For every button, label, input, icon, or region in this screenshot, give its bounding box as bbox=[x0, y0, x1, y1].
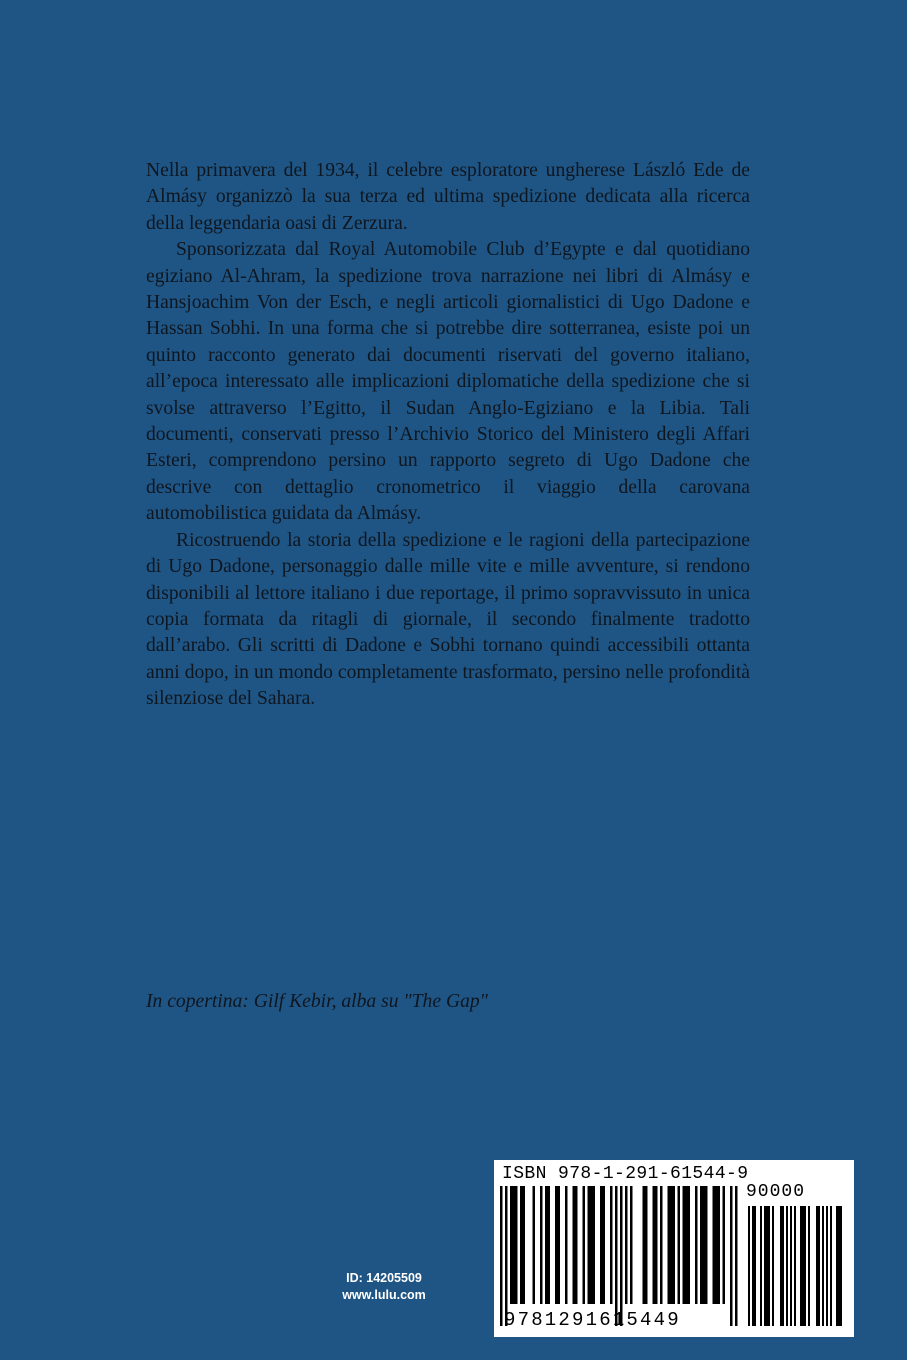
barcode-bar bbox=[700, 1186, 703, 1304]
barcode-bar bbox=[588, 1186, 591, 1304]
blurb-paragraph-2: Sponsorizzata dal Royal Automobile Club d’Egypte e dal quotidiano egiziano Al-Ahram, la spedizione trova narrazione nei libri di Almásy e Hansjoachim Von der Esch, e negli articoli giornalistici di Ugo Dadone e Hassan Sobhi. In una forma che si potrebbe dire sotterranea, esiste poi un quinto racconto generato dai documenti riservati del governo italiano, all’epoca interessato alle implicazioni diplomatiche della spedizione che si svolse attraverso l’Egitto, il Sudan Anglo-Egiziano e la Libia. Tali documenti, conservati presso l’Archivio Storico del Ministero degli Affari Esteri, comprendono persino un rapporto segreto di Ugo Dadone che descrive con dettaglio cronometrico il viaggio della carovana automobilistica guidata da Almásy. bbox=[146, 239, 750, 525]
publisher-url: www.lulu.com bbox=[342, 1288, 426, 1302]
price-barcode-bar bbox=[826, 1206, 828, 1326]
price-barcode-bar bbox=[764, 1206, 766, 1326]
price-barcode-bar bbox=[782, 1206, 784, 1326]
price-barcode-bar bbox=[822, 1206, 824, 1326]
blurb-paragraph-1: Nella primavera del 1934, il celebre esploratore ungherese László Ede de Almásy organizzò la sua terza ed ultima spedizione dedicata alla ricerca della leggendaria oasi di Zerzura. bbox=[146, 160, 750, 234]
barcode-bar bbox=[730, 1186, 733, 1326]
barcode-bar bbox=[653, 1186, 656, 1304]
blurb-paragraph-3: Ricostruendo la storia della spedizione e le ragioni della partecipazione di Ugo Dadone, personaggio dalle mille vite e mille avventure, si rendono disponibili al lettore italiano i due reportage, il primo sopravvissuto in unica copia formata da ritagli di giornale, il secondo finalmente tradotto dall’arabo. Gli scritti di Dadone e Sobhi tornano quindi accessibili ottanta anni dopo, in un mondo completamente trasformato, persino nelle profondità silenziose del Sahara. bbox=[146, 529, 750, 710]
price-barcode-bar bbox=[794, 1206, 796, 1326]
barcode-bar bbox=[565, 1186, 568, 1304]
barcode-bar bbox=[670, 1186, 673, 1304]
barcode-bar bbox=[678, 1186, 681, 1304]
barcode-bar bbox=[718, 1186, 721, 1304]
barcode-bar bbox=[615, 1186, 618, 1326]
barcode-bar bbox=[715, 1186, 718, 1304]
barcode-bar bbox=[695, 1186, 698, 1304]
barcode-bar bbox=[673, 1186, 676, 1304]
barcode-bar bbox=[513, 1186, 516, 1304]
barcode-bar bbox=[548, 1186, 551, 1304]
price-barcode-bar bbox=[754, 1206, 756, 1326]
barcode-bar bbox=[705, 1186, 708, 1304]
barcode-bar bbox=[523, 1186, 526, 1304]
barcode-bar bbox=[505, 1186, 508, 1326]
price-barcode-bar bbox=[830, 1206, 832, 1326]
barcode-bar bbox=[545, 1186, 548, 1304]
price-barcode-bar bbox=[840, 1206, 842, 1326]
barcode-bar bbox=[683, 1186, 686, 1304]
price-barcode-bar bbox=[816, 1206, 818, 1326]
barcode-bar bbox=[575, 1186, 578, 1304]
price-barcode-bar bbox=[804, 1206, 806, 1326]
barcode-bar bbox=[515, 1186, 518, 1304]
price-barcode-bar bbox=[766, 1206, 768, 1326]
barcode-bar bbox=[590, 1186, 593, 1304]
price-barcode-bar bbox=[748, 1206, 750, 1326]
price-barcode-bar bbox=[760, 1206, 762, 1326]
cover-caption: In copertina: Gilf Kebir, alba su "The Gap" bbox=[146, 991, 488, 1012]
barcode-bar bbox=[600, 1186, 603, 1304]
barcode-bar bbox=[533, 1186, 536, 1304]
barcode-bar bbox=[723, 1186, 726, 1304]
price-barcode-bar bbox=[808, 1206, 810, 1326]
barcode-bar bbox=[703, 1186, 706, 1304]
barcode-bar bbox=[558, 1186, 561, 1304]
isbn-barcode-box bbox=[494, 1160, 854, 1337]
barcode-bar bbox=[625, 1186, 628, 1304]
barcode-bar bbox=[645, 1186, 648, 1304]
barcode-bar bbox=[660, 1186, 663, 1304]
price-barcode-bar bbox=[790, 1206, 792, 1326]
price-barcode-bar bbox=[800, 1206, 802, 1326]
publisher-info bbox=[318, 1270, 450, 1304]
barcode-bar bbox=[573, 1186, 576, 1304]
price-barcode-bar bbox=[818, 1206, 820, 1326]
barcode-bar bbox=[713, 1186, 716, 1304]
barcode-bar bbox=[540, 1186, 543, 1304]
barcode-bar bbox=[685, 1186, 688, 1304]
barcode-bar bbox=[500, 1186, 503, 1326]
barcode-bar bbox=[510, 1186, 513, 1304]
barcode-bar bbox=[688, 1186, 691, 1304]
barcode-bar bbox=[520, 1186, 523, 1304]
barcode-bar bbox=[603, 1186, 606, 1304]
price-barcode-bar bbox=[768, 1206, 770, 1326]
barcode-bar bbox=[630, 1186, 633, 1304]
ean-digits-label: 9781291615449 bbox=[504, 1309, 681, 1331]
barcode-bar bbox=[555, 1186, 558, 1304]
isbn-label: ISBN 978-1-291-61544-9 bbox=[502, 1164, 749, 1184]
price-barcode-bar bbox=[802, 1206, 804, 1326]
barcode-bar bbox=[668, 1186, 671, 1304]
barcode-bar bbox=[593, 1186, 596, 1304]
price-barcode-bar bbox=[780, 1206, 782, 1326]
publisher-id: ID: 14205509 bbox=[346, 1271, 422, 1285]
price-barcode-bar bbox=[836, 1206, 838, 1326]
barcode-bar bbox=[643, 1186, 646, 1304]
blurb-text bbox=[146, 158, 750, 713]
price-barcode-bar bbox=[772, 1206, 774, 1326]
barcode-bar bbox=[583, 1186, 586, 1304]
barcode-bar bbox=[735, 1186, 738, 1326]
price-code-label: 90000 bbox=[746, 1182, 806, 1202]
barcode-bar bbox=[655, 1186, 658, 1304]
price-barcode-bar bbox=[786, 1206, 788, 1326]
price-barcode-bar bbox=[752, 1206, 754, 1326]
barcode-bar bbox=[620, 1186, 623, 1326]
price-barcode-bar bbox=[838, 1206, 840, 1326]
barcode-bar bbox=[610, 1186, 613, 1304]
